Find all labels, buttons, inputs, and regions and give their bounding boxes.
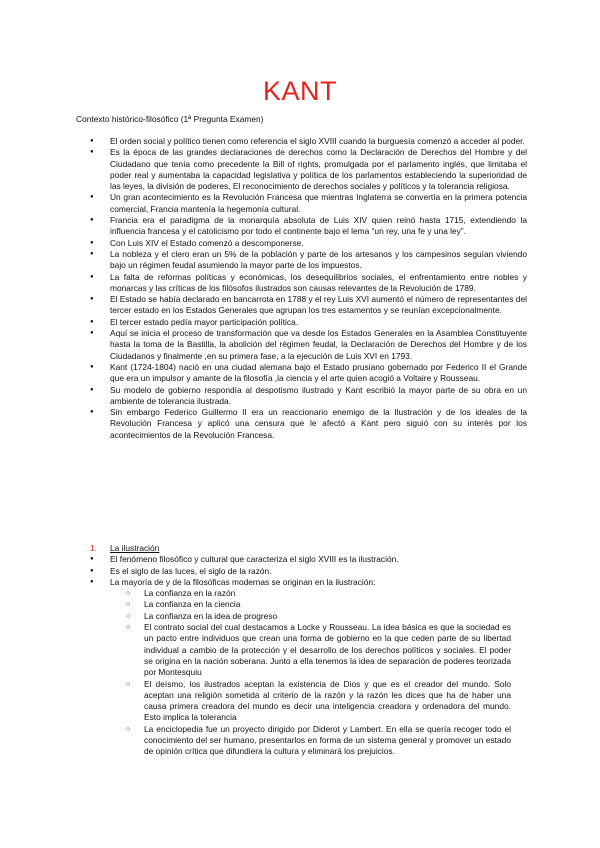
sub-list-item: ○ El deísmo, los ilustrados aceptan la existencia de Dios y que es el creador del mundo. Solo aceptan una religión sometida al criterio de la razón y la razón les dices que ha de haber una causa primera creadora del mundo es decir una inteligencia creadora y ordenadora del mundo. Esto implica la tolerancia [126, 679, 511, 724]
document-title: KANT [262, 76, 337, 106]
list-item: ● Con Luis XIV el Estado comenzó a descomponerse. [90, 238, 527, 249]
list-item: ● Francia era el paradigma de la monarquía absoluta de Luis XIV quien reinó hasta 1715, extendiendo la influencia francesa y el catolicismo por todo el continente bajo el lema “un rey, una fe y una ley”. [90, 215, 527, 238]
list-item-text: La mayoría de y de la filosóficas modernas se originan en la ilustración: [110, 576, 376, 587]
document-subtitle: Contexto histórico-filosófico (1ª Pregunta Examen) [76, 114, 264, 124]
list-item [90, 577, 527, 758]
sub-list-item: ○ El contrato social del cual destacamos a Locke y Rousseau. La idea básica es que la sociedad es un pacto entre individuos que crean una forma de gobierno en la que ceden parte de su libertad individual a cambio de la protección y el desarrollo de los derechos políticos y sociales. El poder se origina en la nación soberana. Junto a ella tenemos la idea de separación de poderes teorizada por Montesquiu [126, 622, 511, 678]
list-item: ● El orden social y político tienen como referencia el siglo XVIII cuando la burguesía comenzó a acceder al poder. [90, 136, 527, 147]
sub-list-item: ○ La enciclopedia fue un proyecto dirigido por Diderot y Lambert. En ella se quería recoger todo el conocimiento del ser humano, presentarlos en forma de un sistema general y promover un estado de opinión crítica que difundiera la cultura y eliminará los prejuicios. [126, 724, 511, 758]
list-item: ● El fenómeno filosófico y cultural que caracteriza el siglo XVIII es la ilustración. [90, 554, 527, 565]
list-item: ● La falta de reformas políticas y económicas, los desequilibrios sociales, el enfrentamiento entre nobles y monarcas y las críticas de los filósofos ilustrados son causas relevantes de la Revolución de 1789. [90, 272, 527, 295]
sub-list-item: ○ La confianza en la razón [126, 588, 511, 599]
section-ilustracion [90, 543, 527, 758]
list-item: ● Es el siglo de las luces, el siglo de la razón. [90, 566, 527, 577]
sub-list-item: ○ La confianza en la ciencia [126, 599, 511, 610]
section-number: 1. [90, 543, 97, 553]
section-heading [90, 543, 527, 554]
list-item: ● El tercer estado pedía mayor participación política. [90, 317, 527, 328]
list-item: ● El Estado se había declarado en bancarrota en 1788 y el rey Luis XVI aumentó el número de representantes del tercer estado en los Estados Generales que agrupan los tres estamentos y se reunían excepcionalmente. [90, 294, 527, 317]
list-item: ● La nobleza y el clero eran un 5% de la población y parte de los artesanos y los campesinos seguían viviendo bajo un régimen feudal asumiendo la mayor parte de los impuestos. [90, 249, 527, 272]
list-item: ● Es la época de las grandes declaraciones de derechos como la Declaración de Derechos del Hombre y del Ciudadano que tenía como precedente la Bill of rights, promulgada por el parlamento inglés, que limitaba el poder real y aumentaba la capacidad legislativa y política de los parlamentos estableciendo la superioridad de las leyes, la división de poderes, El reconocimiento de derechos sociales y políticos y la tolerancia religiosa. [90, 147, 527, 192]
list-item: ● Aquí se inicia el proceso de transformación que va desde los Estados Generales en la Asamblea Constituyente hasta la toma de la Bastilla, la abolición del régimen feudal, la Declaración de Derechos del Hombre y de los Ciudadanos y finalmente ,en su primera fase, a la ejecución de Luis XVI en 1793. [90, 328, 527, 362]
context-bullet-list [90, 136, 527, 441]
list-item: ● Su modelo de gobierno respondía al despotismo ilustrado y Kant escribió la mayor parte de su obra en un ambiente de tolerancia ilustrada. [90, 385, 527, 408]
sub-bullet-list [126, 588, 511, 757]
section-bullet-list [90, 554, 527, 757]
list-item: ● Kant (1724-1804) nació en una ciudad alemana bajo el Estado prusiano gobernado por Federico II el Grande que era un impulsor y amante de la filosofía ,la ciencia y el arte quien acogió a Voltaire y Rousseau. [90, 362, 527, 385]
section-heading-label: La ilustración [110, 543, 160, 553]
sub-list-item: ○ La confianza en la idea de progreso [126, 611, 511, 622]
list-item: ● Un gran acontecimiento es la Revolución Francesa que mientras Inglaterra se convertía en la primera potencia comercial, Francia mantenía la hegemonía cultural. [90, 192, 527, 215]
list-item: ● Sin embargo Federico Guillermo II era un reaccionario enemigo de la Ilustración y de los ideales de la Revolución Francesa y aplicó una censura que le afectó a Kant pero siguió con su interés por los acontecimientos de la Revolución Francesa. [90, 407, 527, 441]
